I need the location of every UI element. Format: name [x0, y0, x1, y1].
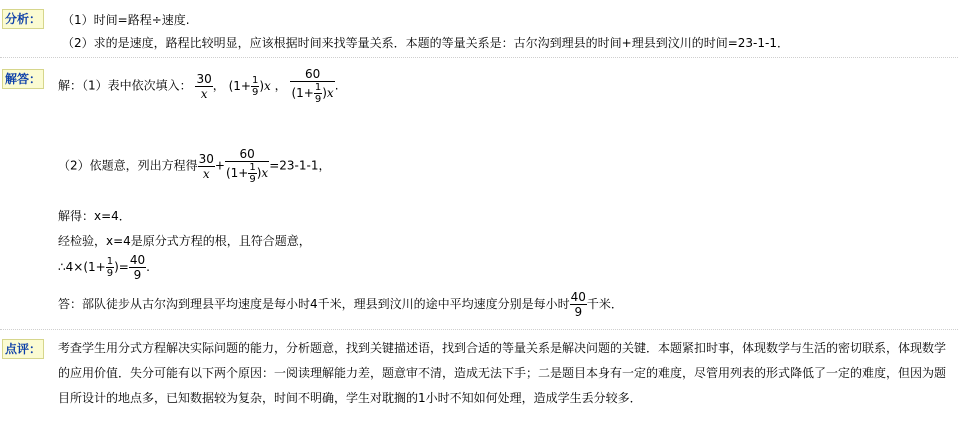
analysis-section [0, 0, 958, 58]
comment-section [0, 330, 958, 441]
fraction-60-over-speed: 60 (1+ $\frac{1}{9}$ )x [291, 67, 334, 105]
step1-prefix: 解：（1）表中依次填入： [58, 78, 192, 93]
eq-fraction-30-over-x: $\frac{30}{x}$ [198, 151, 214, 181]
fraction-1-over-9: $\frac{1}{9}$ [251, 74, 259, 98]
comment-label: 点评： [2, 339, 44, 359]
final-answer-line: 答：部队徒步从古尔沟到理县平均速度是每小时4千米，理县到汶川的途中平均速度分别是每小时 $\frac{40}{9}$ 千米． [58, 290, 623, 319]
answer-section [0, 57, 958, 330]
analysis-line-1: （1）时间=路程÷速度. [62, 13, 190, 27]
comment-text: 考查学生用分式方程解决实际问题的能力，分析题意，找到关键描述语，找到合适的等量关系是解决问题的关键．本题紧扣时事，体现数学与生活的密切联系，体现数学的应用价值．失分可能有以下两个原因：一阅读理解能力差，题意审不清，造成无法下手；二是题目本身有一定的难度，尽管用列表的形式降低了一定的难度，但因为题目所设计的地点多，已知数据较为复杂，时间不明确，学生对耽搁的1小时不知如何处理，造成学生丢分较多． [58, 341, 947, 405]
speed-expression: (1+ $\frac{1}{9}$ )x [228, 74, 271, 98]
step2-prefix: （2）依题意，列出方程得 [58, 158, 198, 173]
therefore-line: ∴4×(1+ $\frac{1}{9}$ )= $\frac{40}{9}$ . [58, 253, 150, 282]
check-line: 经检验，x=4是原分式方程的根，且符合题意， [58, 234, 311, 248]
answer-label: 解答： [2, 69, 44, 89]
final-fraction-40-over-9: $\frac{40}{9}$ [570, 290, 586, 319]
analysis-line-2: （2）求的是速度，路程比较明显，应该根据时间来找等量关系．本题的等量关系是：古尔沟到理县的时间+理县到汶川的时间=23-1-1． [62, 36, 789, 50]
step1-line: 解：（1）表中依次填入： $\frac{30}{x}$ ， (1+ $\frac{1}{9}$ )x ， 60 (1+ $\frac{1}{9}$ )x . [58, 67, 339, 105]
analysis-label: 分析： [2, 9, 44, 29]
therefore-fraction-1-over-9: $\frac{1}{9}$ [106, 256, 114, 279]
fraction-40-over-9: $\frac{40}{9}$ [129, 253, 146, 282]
solve-line: 解得：x=4． [58, 209, 131, 223]
eq-fraction-60-over-speed: 60 (1+ $\frac{1}{9}$ )x [225, 147, 269, 185]
fraction-30-over-x: $\frac{30}{x}$ [196, 71, 212, 101]
equation-line: （2）依题意，列出方程得 $\frac{30}{x}$ + 60 (1+ $\frac{1}{9}$ )x =23-1-1， [58, 147, 331, 185]
